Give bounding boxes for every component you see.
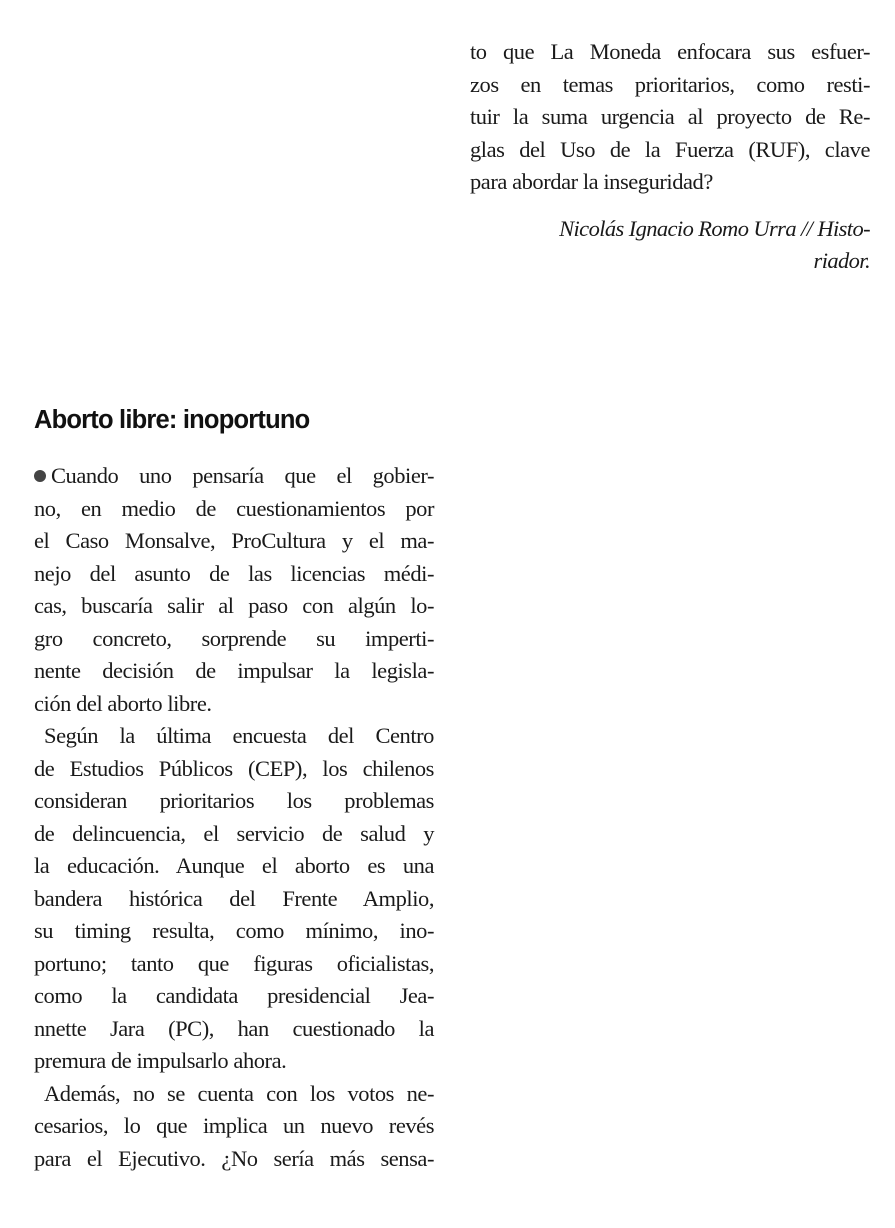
text-line: de delincuencia, el servicio de salud y [34,820,434,846]
text-line: premura de impulsarlo ahora. [34,1048,287,1073]
signature-line: Nicolás Ignacio Romo Urra // Histo- [559,215,870,241]
text-line: portuno; tanto que figuras oficialistas, [34,950,434,976]
text-line: consideran prioritarios los problemas [34,788,434,813]
text-line: to que La Moneda enfocara sus esfuer- [470,39,870,64]
text-line: ción del aborto libre. [34,690,212,716]
text-line: bandera histórica del Frente Amplio, [34,885,434,911]
paragraph-2 [34,720,434,1078]
previous-letter-body [470,36,870,199]
text-line: cas, buscaría salir al paso con algún lo- [34,593,434,618]
text-line: no, en medio de cuestionamientos por [34,495,434,521]
text-line: gro concreto, sorprende su imperti- [34,625,434,651]
text-line: para abordar la inseguridad? [470,169,713,194]
author-signature [470,213,870,278]
text-line: nente decisión de impulsar la legisla- [34,658,434,683]
text-line: glas del Uso de la Fuerza (RUF), clave [470,136,870,162]
text-line: como la candidata presidencial Jea- [34,983,434,1008]
text-line: cesarios, lo que implica un nuevo revés [34,1113,434,1138]
text-line [34,460,434,493]
previous-letter-continuation [470,36,870,278]
paragraph-1 [34,460,434,720]
text-line: zos en temas prioritarios, como resti- [470,71,870,97]
text-line: el Caso Monsalve, ProCultura y el ma- [34,528,434,553]
text-line: para el Ejecutivo. ¿No sería más sensa- [34,1145,434,1171]
text-line: Además, no se cuenta con los votos ne- [44,1080,434,1106]
text-line: la educación. Aunque el aborto es una [34,853,434,878]
text-line-content: Cuando uno pensaría que el gobier- [51,463,434,488]
letter-title: Aborto libre: inoportuno [34,406,310,434]
letter-body [34,460,434,1175]
text-line: Según la última encuesta del Centro [44,723,434,748]
text-line: nejo del asunto de las licencias médi- [34,560,434,586]
text-line: de Estudios Públicos (CEP), los chilenos [34,755,434,781]
text-line: tuir la suma urgencia al proyecto de Re- [470,104,870,129]
paragraph-3 [34,1078,434,1176]
signature-line: riador. [813,248,870,273]
bullet-dot-icon [34,470,46,482]
text-line: nnette Jara (PC), han cuestionado la [34,1015,434,1041]
letter-aborto-libre [34,400,434,1175]
text-line: su timing resulta, como mínimo, ino- [34,918,434,943]
